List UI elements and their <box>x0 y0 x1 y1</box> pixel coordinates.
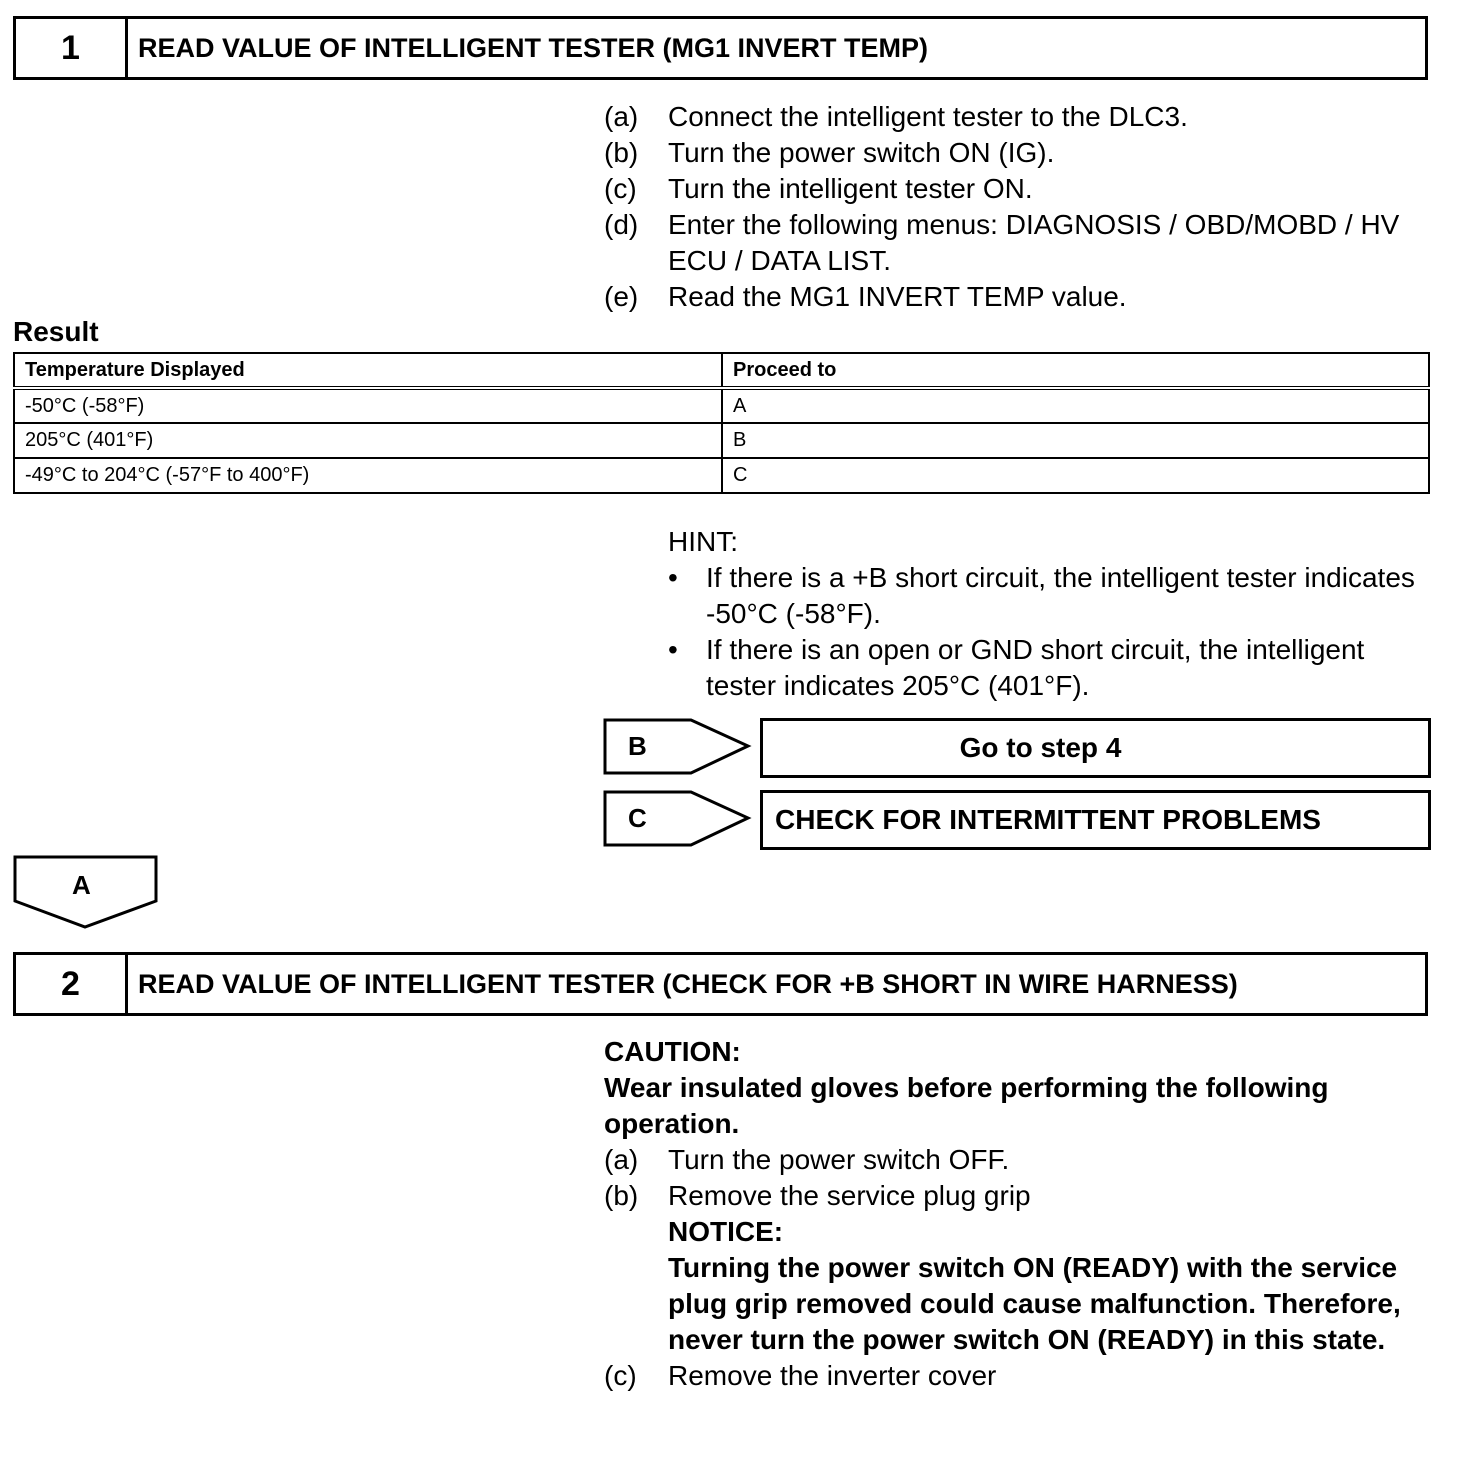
caution-text: Wear insulated gloves before performing the following operation. <box>604 1072 1329 1139</box>
table-cell: 205°C (401°F) <box>14 423 722 458</box>
list-item <box>604 135 1434 171</box>
table-row <box>14 458 1429 493</box>
result-heading: Result <box>13 316 99 347</box>
result-c-arrow-icon <box>603 790 753 848</box>
list-item <box>604 1142 1434 1178</box>
item-label: (c) <box>604 1360 637 1391</box>
notice-text: Turning the power switch ON (READY) with the service plug grip removed could cause malfunction. Therefore, never turn the power switch ON (READY) in this state. <box>668 1252 1401 1355</box>
table-cell: B <box>722 423 1429 458</box>
table-cell: C <box>722 458 1429 493</box>
hint-bullet <box>668 560 1438 632</box>
item-text: Turn the intelligent tester ON. <box>668 173 1033 204</box>
item-text: Remove the service plug grip <box>668 1180 1031 1211</box>
step-number: 2 <box>16 955 128 1013</box>
check-intermittent-link[interactable] <box>760 790 1431 850</box>
step-2-procedure <box>604 1034 1434 1394</box>
step-number: 1 <box>16 19 128 77</box>
step-2-header <box>13 952 1428 1016</box>
list-item <box>604 171 1434 207</box>
result-table <box>13 352 1430 494</box>
item-text: Remove the inverter cover <box>668 1360 997 1391</box>
item-label: (e) <box>604 281 639 312</box>
header-cell: Temperature Displayed <box>14 353 722 388</box>
hint-block <box>668 524 1438 704</box>
list-item <box>604 207 1434 279</box>
item-text: Enter the following menus: DIAGNOSIS / OBD/MOBD / HV ECU / DATA LIST. <box>668 209 1400 276</box>
item-label: (b) <box>604 1180 639 1211</box>
item-label: (a) <box>604 101 639 132</box>
notice-title: NOTICE: <box>668 1216 784 1247</box>
result-b-arrow-icon <box>603 718 753 776</box>
table-header-row <box>14 353 1429 388</box>
step-title: READ VALUE OF INTELLIGENT TESTER (CHECK FOR +B SHORT IN WIRE HARNESS) <box>138 968 1238 999</box>
item-text: Turn the power switch ON (IG). <box>668 137 1055 168</box>
result-a-label: A <box>72 870 91 900</box>
step-1-header <box>13 16 1428 80</box>
bullet-icon: • <box>668 634 678 665</box>
hint-text: If there is a +B short circuit, the intelligent tester indicates -50°C (-58°F). <box>706 562 1415 629</box>
table-cell: -50°C (-58°F) <box>14 388 722 423</box>
result-b-label: B <box>628 731 647 761</box>
hint-title: HINT: <box>668 526 738 557</box>
result-text: CHECK FOR INTERMITTENT PROBLEMS <box>775 804 1321 835</box>
table-cell: A <box>722 388 1429 423</box>
item-body <box>668 1178 1434 1358</box>
list-item <box>604 279 1434 315</box>
result-c-label: C <box>628 803 647 833</box>
hint-text: If there is an open or GND short circuit, the intelligent tester indicates 205°C (401°F). <box>706 634 1365 701</box>
item-text: Read the MG1 INVERT TEMP value. <box>668 281 1127 312</box>
item-text: Connect the intelligent tester to the DLC3. <box>668 101 1188 132</box>
item-label: (a) <box>604 1144 639 1175</box>
step-1-procedure <box>604 99 1434 315</box>
header-cell: Proceed to <box>722 353 1429 388</box>
bullet-icon: • <box>668 562 678 593</box>
table-row <box>14 388 1429 423</box>
caution-title: CAUTION: <box>604 1036 741 1067</box>
item-text: Turn the power switch OFF. <box>668 1144 1010 1175</box>
result-text: Go to step 4 <box>959 732 1122 763</box>
list-item <box>604 1178 1434 1358</box>
step-title: READ VALUE OF INTELLIGENT TESTER (MG1 INVERT TEMP) <box>138 32 929 63</box>
list-item <box>604 99 1434 135</box>
table-cell: -49°C to 204°C (-57°F to 400°F) <box>14 458 722 493</box>
item-label: (c) <box>604 173 637 204</box>
list-item <box>604 1358 1434 1394</box>
go-to-step-4-link[interactable] <box>760 718 1431 778</box>
item-label: (b) <box>604 137 639 168</box>
table-row <box>14 423 1429 458</box>
item-label: (d) <box>604 209 639 240</box>
hint-bullet <box>668 632 1438 704</box>
